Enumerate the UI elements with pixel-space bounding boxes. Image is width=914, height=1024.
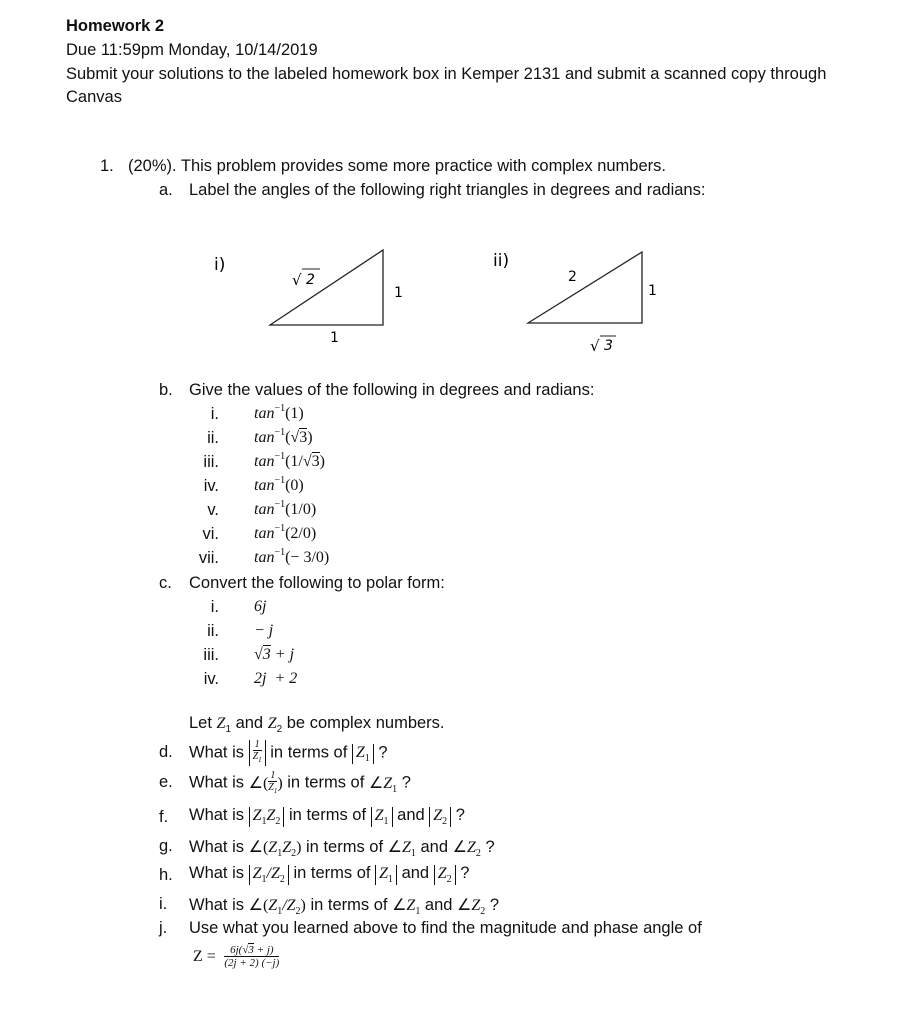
part-c-text: Convert the following to polar form: [189, 574, 445, 592]
triangle-i-hyp-label: 2 [306, 272, 315, 288]
b-item-expression: $\tan^{-1}(1)$ [254, 403, 304, 422]
part-h-letter: h. [159, 866, 173, 884]
triangles-figure [0, 0, 914, 400]
triangle-ii [493, 251, 657, 355]
b-item-number: ii. [207, 429, 219, 447]
b-item-expression: $\tan^{-1}(0)$ [254, 475, 304, 494]
part-f-letter: f. [159, 808, 169, 826]
c-item-number: iii. [203, 646, 219, 664]
triangle-ii-hyp-label: 2 [568, 269, 577, 285]
part-g-question: What is $\angle(Z_1Z_2)$ in terms of $\angle Z_1$ and $\angle Z_2$ ? [189, 838, 495, 859]
part-g-letter: g. [159, 837, 173, 855]
part-j-letter: j. [159, 919, 168, 937]
homework-title: Homework 2 [66, 17, 165, 35]
part-j-text: Use what you learned above to find the magnitude and phase angle of [189, 919, 702, 937]
c-item-expression: − j [254, 622, 274, 639]
part-d-question: What is $\frac{1}{Z_1}$ in terms of $Z_1$ ? [189, 739, 388, 765]
b-item-expression: $\tan^{-1}(1/0)$ [254, 499, 317, 518]
part-h-question: What is $Z_1/Z_2$ in terms of $Z_1$ and $Z_2$ ? [189, 864, 470, 885]
c-item-number: i. [210, 598, 219, 616]
triangle-ii-label: ii) [493, 251, 510, 271]
c-item-expression: 6j [254, 598, 267, 615]
part-a-letter: a. [159, 181, 173, 199]
c-item-number: iv. [203, 670, 219, 688]
problem-intro: (20%). This problem provides some more practice with complex numbers. [128, 157, 666, 175]
instructions-line-2: Canvas [66, 88, 122, 106]
b-item-number: i. [210, 405, 219, 423]
c-item-expression: √3 + j [254, 646, 295, 663]
triangle-i-hyp-radical: √ [292, 271, 302, 289]
part-b-text: Give the values of the following in degrees and radians: [189, 381, 595, 399]
b-item-expression: $\tan^{-1}(1/√3)$ [254, 451, 325, 470]
triangle-i-base-label: 1 [330, 330, 339, 346]
part-e-letter: e. [159, 773, 173, 791]
triangle-ii-side-label: 1 [648, 283, 657, 299]
triangle-i-label: i) [214, 255, 226, 275]
triangle-i [214, 250, 403, 346]
triangle-ii-shape [528, 252, 642, 323]
c-item-number: ii. [207, 622, 219, 640]
due-date: Due 11:59pm Monday, 10/14/2019 [66, 41, 318, 59]
part-f-question: What is $Z_1Z_2$ in terms of $Z_1$ and $Z_2$ ? [189, 806, 465, 827]
b-item-expression: $\tan^{-1}(- 3/0)$ [254, 547, 330, 566]
triangle-i-side-label: 1 [394, 285, 403, 301]
b-item-expression: $\tan^{-1}(√3)$ [254, 427, 313, 446]
triangle-ii-base-label: 3 [604, 338, 613, 354]
problem-number: 1. [100, 157, 114, 175]
b-item-expression: $\tan^{-1}(2/0)$ [254, 523, 317, 542]
c-item-expression: 2j + 2 [254, 670, 298, 687]
b-item-number: vii. [198, 549, 219, 567]
instructions-line-1: Submit your solutions to the labeled homework box in Kemper 2131 and submit a scanned copy through [66, 65, 827, 83]
b-item-number: vi. [202, 525, 219, 543]
part-e-question: What is ∠( $\frac{1}{Z_1}$ ) in terms of $\angle Z_1$ ? [189, 770, 411, 795]
part-d-letter: d. [159, 743, 173, 761]
part-i-question: What is $\angle(Z_1/Z_2)$ in terms of $\angle Z_1$ and $\angle Z_2$ ? [189, 896, 500, 917]
b-item-number: iv. [203, 477, 219, 495]
b-item-number: v. [207, 501, 219, 519]
part-i-letter: i. [159, 895, 168, 913]
triangle-i-shape [270, 250, 383, 325]
part-a-text: Label the angles of the following right triangles in degrees and radians: [189, 181, 706, 199]
let-statement: Let $Z_1$ and $Z_2$ be complex numbers. [189, 714, 445, 735]
part-c-letter: c. [159, 574, 172, 592]
part-j-equation: Z = $\frac{6j(√3 + j)}{(2j + 2) (-j)}$ [193, 944, 280, 969]
part-b-letter: b. [159, 381, 173, 399]
triangle-ii-base-radical: √ [590, 337, 600, 355]
b-item-number: iii. [203, 453, 219, 471]
